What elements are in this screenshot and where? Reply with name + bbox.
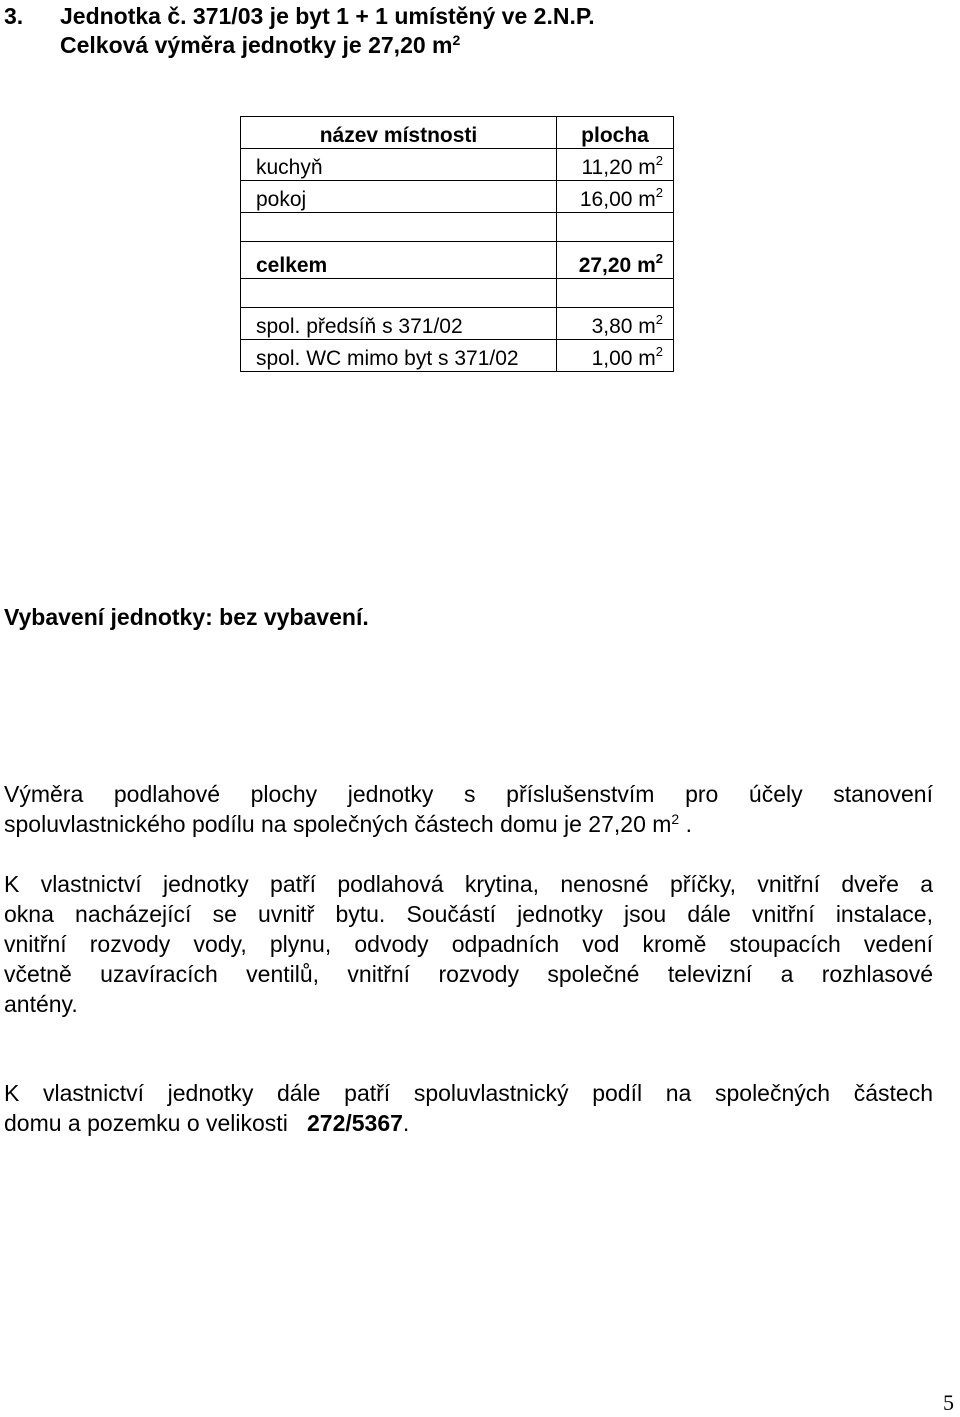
paragraph-line: Výměra podlahové plochy jednotky s příslušenstvím pro účely stanovení [4,781,933,807]
equipment-statement: Vybavení jednotky: bez vybavení. [4,604,369,630]
header-area: plocha [557,117,674,149]
superscript: 2 [452,32,461,48]
table-row-empty [241,279,674,308]
table-header-row [241,117,674,149]
paragraph-line: včetně uzavíracích ventilů, vnitřní rozvody společné televizní a rozhlasové [4,961,933,987]
room-area: 3,80 $m^2$ [557,308,674,340]
share-paragraph [4,1078,933,1138]
room-name [241,213,557,242]
room-name: spol. předsíň s 371/02 [241,308,557,340]
table-row [241,181,674,213]
section-heading [4,3,595,30]
room-name: pokoj [241,181,557,213]
share-value: 272/5367 [306,1110,403,1136]
section-number: 3. [4,3,24,29]
table-row [241,340,674,372]
room-area: 16,00 $m^2$ [557,181,674,213]
paragraph-line: K vlastnictví jednotky patří podlahová krytina, nenosné příčky, vnitřní dveře a [4,871,933,897]
room-name: spol. WC mimo byt s 371/02 [241,340,557,372]
room-name [241,279,557,308]
ownership-paragraph [4,869,933,1019]
header-room-name: název místnosti [241,117,557,149]
page-number: 5 [943,1390,954,1415]
paragraph-line: okna nacházející se uvnitř bytu. Součástí jednotky jsou dále vnitřní instalace, [4,901,933,927]
paragraph-line: spoluvlastnického podílu na společných částech domu je 27,20 $m^2$ . [4,811,692,837]
room-area: 1,00 $m^2$ [557,340,674,372]
paragraph-line: vnitřní rozvody vody, plynu, odvody odpadních vod kromě stoupacích vedení [4,931,933,957]
table-row-empty [241,213,674,242]
total-label: celkem [241,242,557,279]
table-row [241,149,674,181]
table-row [241,308,674,340]
room-area [557,279,674,308]
total-area: 27,20 $m^2$ [557,242,674,279]
room-area [557,213,674,242]
unit-title: Jednotka č. 371/03 je byt 1 + 1 umístěný ve 2.N.P. [60,3,595,29]
floor-area-paragraph [4,779,933,842]
room-name: kuchyň [241,149,557,181]
table-row-total [241,242,674,279]
paragraph-line: K vlastnictví jednotky dále patří spoluvlastnický podíl na společných částech [4,1080,933,1106]
total-area-text: Celková výměra jednotky je 27,20 m [60,32,453,58]
room-area-table [240,116,674,372]
total-area-heading [60,32,460,59]
paragraph-line: domu a pozemku o velikosti 272/5367. [4,1110,410,1136]
paragraph-line: antény. [4,991,78,1017]
room-area: 11,20 $m^2$ [557,149,674,181]
